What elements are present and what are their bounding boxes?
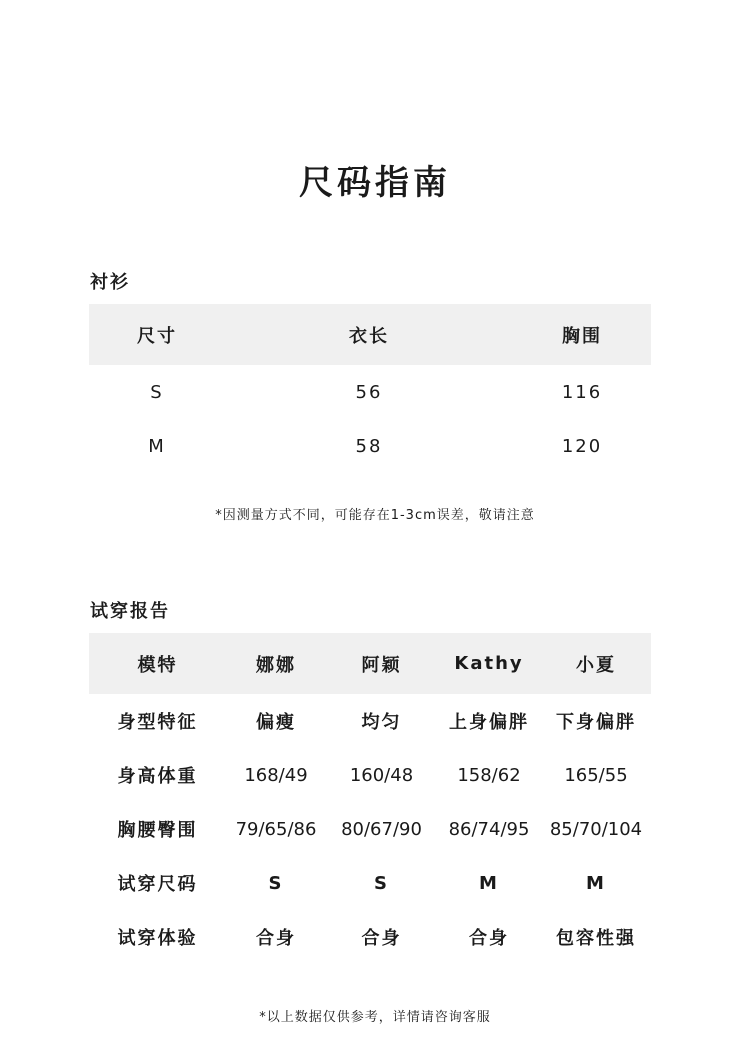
shirt-size-table: [89, 304, 651, 473]
table-cell: 168/49: [244, 764, 308, 786]
length-cell: 58: [355, 435, 383, 457]
row-label-body-type: 身型特征: [117, 712, 198, 733]
table-cell: 85/70/104: [549, 818, 643, 840]
table-cell: 158/62: [457, 764, 521, 786]
header-model-2: 阿颖: [361, 654, 402, 676]
table-cell: 合身: [469, 928, 509, 949]
table-row: [89, 365, 651, 419]
table-cell: 合身: [256, 928, 296, 949]
table-cell: 86/74/95: [448, 818, 530, 840]
header-model-3: Kathy: [454, 653, 524, 674]
table-cell: 合身: [361, 928, 402, 949]
table-cell: 165/55: [564, 764, 628, 786]
row-label-measurements: 胸腰臀围: [117, 820, 198, 841]
table-cell: 上身偏胖: [449, 712, 529, 733]
table-cell: 均匀: [361, 712, 402, 733]
size-cell: M: [148, 435, 166, 457]
table-cell: 160/48: [349, 764, 414, 786]
try-on-report-table: [89, 633, 651, 964]
table-cell: 包容性强: [556, 928, 636, 949]
shirt-section-title: 衬衫: [90, 272, 130, 293]
table-cell: S: [268, 872, 284, 894]
header-model-4: 小夏: [576, 654, 616, 676]
header-size: 尺寸: [137, 325, 177, 347]
table-cell: 下身偏胖: [556, 712, 636, 733]
row-label-fit-experience: 试穿体验: [117, 928, 198, 949]
report-table-header-row: [89, 633, 651, 694]
table-row: [89, 802, 651, 856]
header-chest: 胸围: [562, 325, 602, 347]
header-length: 衣长: [349, 325, 389, 347]
measurement-note: *因测量方式不同，可能存在1-3cm误差，敬请注意: [215, 508, 535, 523]
chest-cell: 120: [561, 435, 603, 457]
table-cell: 79/65/86: [235, 818, 317, 840]
reference-note: *以上数据仅供参考，详情请咨询客服: [259, 1010, 491, 1025]
table-cell: S: [374, 872, 389, 894]
table-cell: 80/67/90: [341, 818, 422, 840]
table-row: [89, 910, 651, 964]
row-label-size-tried: 试穿尺码: [117, 874, 198, 895]
table-cell: 偏瘦: [256, 712, 296, 733]
table-row: [89, 694, 651, 748]
chest-cell: 116: [561, 381, 603, 403]
table-cell: M: [586, 872, 606, 894]
table-row: [89, 419, 651, 473]
table-cell: M: [479, 872, 499, 894]
header-model: 模特: [137, 654, 178, 676]
size-cell: S: [150, 381, 164, 403]
length-cell: 56: [355, 381, 383, 403]
table-row: [89, 748, 651, 802]
header-model-1: 娜娜: [256, 654, 296, 676]
table-row: [89, 856, 651, 910]
row-label-height-weight: 身高体重: [117, 766, 198, 787]
page-title: 尺码指南: [299, 163, 451, 203]
size-table-header-row: [89, 304, 651, 365]
report-section-title: 试穿报告: [90, 601, 170, 622]
